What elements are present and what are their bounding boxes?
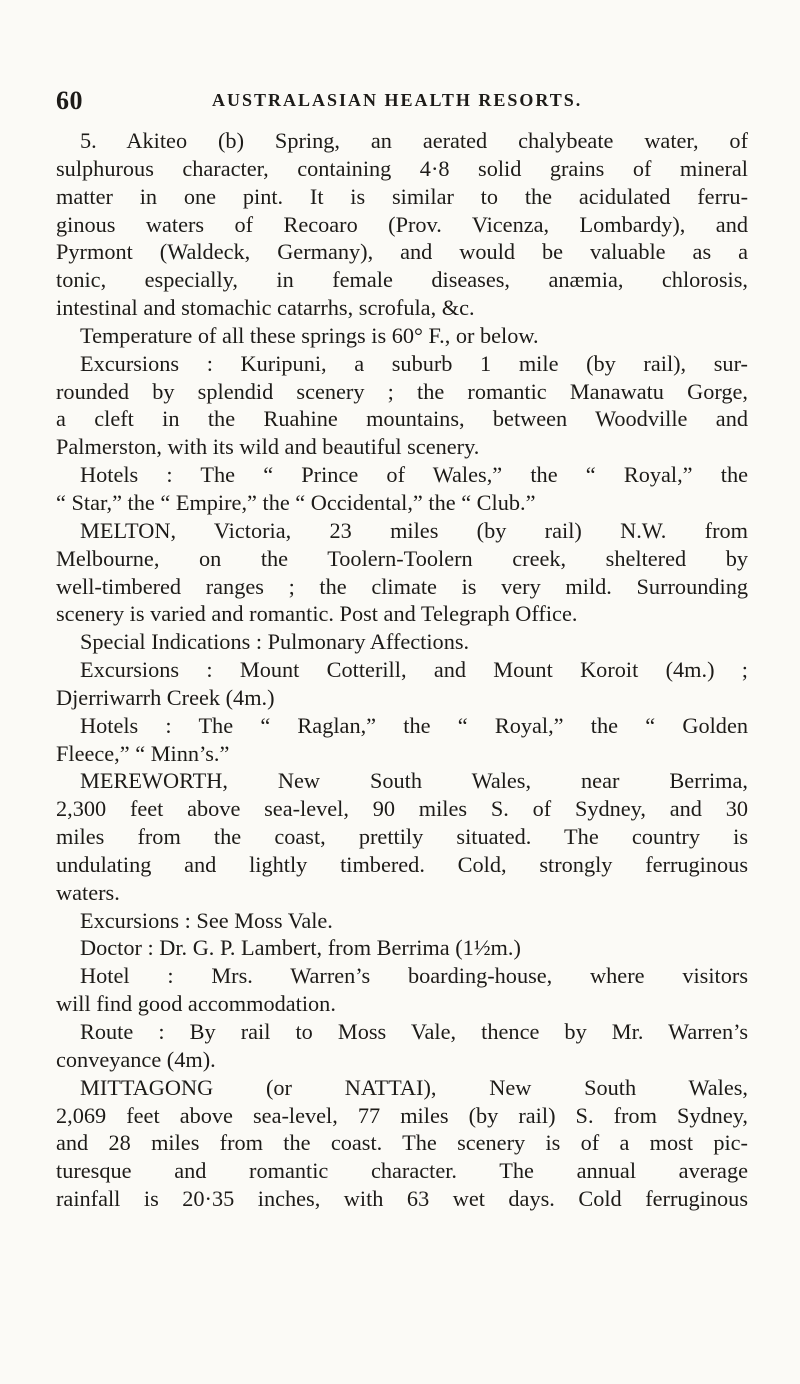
text-line: intestinal and stomachic catarrhs, scrofula, &c. — [56, 295, 475, 321]
text-line: Special Indications : Pulmonary Affections. — [80, 629, 470, 655]
body-text — [56, 127, 748, 1213]
text-line: will find good accommodation. — [56, 991, 336, 1017]
text-line: turesque and romantic character. The annual average — [56, 1158, 748, 1184]
page-header — [56, 86, 746, 116]
text-line: waters. — [56, 879, 120, 905]
text-line: ginous waters of Recoaro (Prov. Vicenza, Lombardy), and — [56, 211, 748, 237]
text-line: “ Star,” the “ Empire,” the “ Occidental,” the “ Club.” — [56, 489, 536, 515]
text-line: miles from the coast, prettily situated. The country is — [56, 824, 748, 850]
page-number: 60 — [56, 86, 83, 115]
text-line: and 28 miles from the coast. The scenery is of a most pic- — [56, 1130, 748, 1156]
text-line: conveyance (4m). — [56, 1046, 216, 1072]
text-line: sulphurous character, containing 4·8 solid grains of mineral — [56, 155, 748, 181]
text-line: rounded by splendid scenery ; the romantic Manawatu Gorge, — [56, 378, 748, 404]
text-line: rainfall is 20·35 inches, with 63 wet days. Cold ferruginous — [56, 1186, 748, 1212]
text-line: a cleft in the Ruahine mountains, between Woodville and — [56, 406, 748, 432]
text-line: Melbourne, on the Toolern-Toolern creek, sheltered by — [56, 545, 748, 571]
text-line: Temperature of all these springs is 60° F., or below. — [80, 322, 539, 348]
text-line: matter in one pint. It is similar to the acidulated ferru- — [56, 183, 748, 209]
text-line: MELTON, Victoria, 23 miles (by rail) N.W. from — [80, 517, 748, 543]
text-line: well-timbered ranges ; the climate is very mild. Surrounding — [56, 573, 748, 599]
text-line: Excursions : Mount Cotterill, and Mount Koroit (4m.) ; — [80, 657, 748, 683]
text-line: tonic, especially, in female diseases, anæmia, chlorosis, — [56, 267, 748, 293]
text-line: Route : By rail to Moss Vale, thence by Mr. Warren’s — [80, 1019, 748, 1044]
text-line: MITTAGONG (or NATTAI), New South Wales, — [80, 1074, 748, 1100]
text-line: Hotel : Mrs. Warren’s boarding-house, where visitors — [80, 963, 748, 989]
text-line: 5. Akiteo (b) Spring, an aerated chalybeate water, of — [80, 128, 748, 153]
text-line: Djerriwarrh Creek (4m.) — [56, 684, 275, 710]
text-line: 2,300 feet above sea-level, 90 miles S. of Sydney, and 30 — [56, 796, 748, 822]
text-line: 2,069 feet above sea-level, 77 miles (by rail) S. from Sydney, — [56, 1102, 748, 1128]
text-line: Excursions : See Moss Vale. — [80, 907, 333, 933]
text-line: undulating and lightly timbered. Cold, strongly ferruginous — [56, 851, 748, 877]
text-line: Fleece,” “ Minn’s.” — [56, 740, 230, 766]
text-line: Pyrmont (Waldeck, Germany), and would be valuable as a — [56, 239, 748, 265]
text-line: Hotels : The “ Raglan,” the “ Royal,” the “ Golden — [80, 712, 748, 738]
running-head: AUSTRALASIAN HEALTH RESORTS. — [212, 90, 583, 110]
text-line: scenery is varied and romantic. Post and Telegraph Office. — [56, 601, 578, 627]
text-line: Doctor : Dr. G. P. Lambert, from Berrima (1½m.) — [80, 935, 521, 961]
text-line: Hotels : The “ Prince of Wales,” the “ Royal,” the — [80, 462, 748, 488]
text-line: Excursions : Kuripuni, a suburb 1 mile (by rail), sur- — [80, 350, 748, 376]
text-line: MEREWORTH, New South Wales, near Berrima, — [80, 768, 748, 794]
text-line: Palmerston, with its wild and beautiful scenery. — [56, 434, 480, 460]
